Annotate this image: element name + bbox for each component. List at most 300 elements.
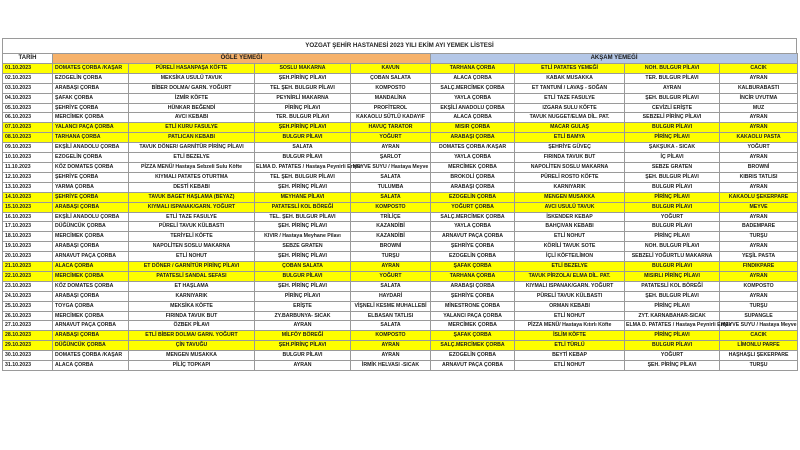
lunch-cell: FIRINDA TAVUK BUT [129,311,255,321]
lunch-cell: TEL. ŞEH. BULGUR PİLAVI [255,212,351,222]
date-cell: 22.10.2023 [3,271,53,281]
lunch-cell: ŞEH. PİRİNÇ PİLAVI [255,252,351,262]
dinner-cell: AYRAN [720,182,798,192]
dinner-cell: BULGUR PİLAVI [625,123,720,133]
lunch-cell: YOĞURT [351,271,431,281]
dinner-cell: AYRAN [720,291,798,301]
date-cell: 15.10.2023 [3,202,53,212]
lunch-cell: ETLİ TAZE FASULYE [129,212,255,222]
dinner-cell: BAHÇIVAN KEBABI [515,222,625,232]
lunch-cell: BULGUR PİLAVI [255,351,351,361]
dinner-cell: ZYT. KARNABAHAR-SICAK [625,311,720,321]
lunch-cell: ALACA ÇORBA [53,262,129,272]
lunch-cell: PİRİNÇ PİLAVI [255,291,351,301]
dinner-cell: ETLİ TAZE FASULYE [515,93,625,103]
dinner-cell: ŞEH. BULGUR PİLAVI [625,172,720,182]
lunch-cell: ŞEH. PİRİNÇ PİLAVI [255,222,351,232]
dinner-cell: MENGEN MUSAKKA [515,192,625,202]
lunch-cell: AYRAN [351,143,431,153]
lunch-cell: DÜĞÜNCÜK ÇORBA [53,341,129,351]
dinner-cell: BROKOLİ ÇORBA [431,172,515,182]
dinner-cell: IZGARA SULU KÖFTE [515,103,625,113]
lunch-cell: BULGUR PİLAVI [255,153,351,163]
lunch-cell: TAVUK DÖNER/ GARNİTÜR PİRİNÇ PİLAVI [129,143,255,153]
dinner-cell: YOĞURT [720,143,798,153]
date-cell: 05.10.2023 [3,103,53,113]
table-row [3,103,798,113]
lunch-cell: ARNAVUT PAÇA ÇORBA [53,252,129,262]
lunch-cell: NAPOLİTEN SOSLU MAKARNA [129,242,255,252]
dinner-cell: YAYLA ÇORBA [431,93,515,103]
lunch-cell: ET HAŞLAMA [129,281,255,291]
dinner-cell: BROWNİ [720,162,798,172]
dinner-cell: TURŞU [720,232,798,242]
dinner-cell: MİNESTRONE ÇORBA [431,301,515,311]
date-cell: 31.10.2023 [3,361,53,371]
dinner-cell: YOĞURT [625,351,720,361]
lunch-cell: AYRAN [255,321,351,331]
lunch-cell: ŞEH.PİRİNÇ PİLAVI [255,73,351,83]
dinner-cell: ŞEHRİYE ÇORBA [431,242,515,252]
lunch-cell: HÜNKAR BEĞENDİ [129,103,255,113]
lunch-cell: ÖZBEK PİLAVI [129,321,255,331]
lunch-cell: KOMPOSTO [351,202,431,212]
dinner-cell: İÇ PİLAVI [625,153,720,163]
dinner-cell: KALBURABASTI [720,83,798,93]
lunch-cell: KIYMALI PATATES OTURTMA [129,172,255,182]
dinner-cell: SEBZE GRATEN [625,162,720,172]
lunch-cell: KARNIYARIK [129,291,255,301]
lunch-cell: AYRAN [255,361,351,371]
lunch-cell: PROFİTEROL [351,103,431,113]
lunch-cell: MANDALİNA [351,93,431,103]
lunch-cell: HAVUÇ TARATOR [351,123,431,133]
lunch-cell: ARNAVUT PAÇA ÇORBA [53,321,129,331]
date-cell: 07.10.2023 [3,123,53,133]
lunch-cell: EKŞİLİ ANADOLU ÇORBA [53,212,129,222]
lunch-cell: DESTİ KEBABI [129,182,255,192]
lunch-cell: EZOGELİN ÇORBA [53,153,129,163]
lunch-cell: ZY.BARBUNYA- SICAK [255,311,351,321]
table-row [3,153,798,163]
lunch-cell: BROWNİ [351,242,431,252]
table-row [3,321,798,331]
menu-sheet [2,38,797,371]
lunch-cell: AYRAN [351,262,431,272]
lunch-cell: ETLİ NOHUT [129,252,255,262]
dinner-cell: BEYTİ KEBAP [515,351,625,361]
table-row [3,83,798,93]
lunch-cell: YARMA ÇORBA [53,182,129,192]
dinner-cell: PİZZA MENÜ/ Hastaya Kıtırlı Köfte [515,321,625,331]
date-cell: 09.10.2023 [3,143,53,153]
lunch-cell: MİLFÖY BÖREĞİ [255,331,351,341]
lunch-cell: BİBER DOLMA/ GARN. YOĞURT [129,83,255,93]
lunch-cell: MERCİMEK ÇORBA [53,113,129,123]
dinner-cell: ETLİ PATATES YEMEĞİ [515,63,625,73]
lunch-cell: KOMPOSTO [351,83,431,93]
dinner-cell: ELMA D. PATATES / Hastaya Peynirli Erişte [625,321,720,331]
lunch-cell: İRMİK HELVASI -SICAK [351,361,431,371]
table-row [3,192,798,202]
dinner-cell: FINDIKPARE [720,262,798,272]
lunch-cell: KOMPOSTO [351,331,431,341]
dinner-cell: AYRAN [720,73,798,83]
table-row [3,143,798,153]
date-cell: 01.10.2023 [3,63,53,73]
dinner-cell: SALÇ.MERCİMEK ÇORBA [431,83,515,93]
dinner-cell: ARABAŞI ÇORBA [431,281,515,291]
lunch-cell: MERCİMEK ÇORBA [53,232,129,242]
dinner-cell: ŞEH. PİRİNÇ PİLAVI [625,361,720,371]
dinner-cell: MISIR ÇORBA [431,123,515,133]
lunch-cell: PEYNİRLİ MAKARNA [255,93,351,103]
dinner-cell: TURŞU [720,361,798,371]
lunch-cell: PİRİNÇ PİLAVI [255,103,351,113]
lunch-cell: ARABAŞI ÇORBA [53,291,129,301]
lunch-cell: ELMA D. PATATES / Hastaya Peynirli Erişte [255,162,351,172]
dinner-cell: PÜRELİ ROSTO KÖFTE [515,172,625,182]
date-cell: 08.10.2023 [3,133,53,143]
dinner-cell: PATATESLİ KOL BÖREĞİ [625,281,720,291]
dinner-cell: MUZ [720,103,798,113]
dinner-cell: TARHANA ÇORBA [431,63,515,73]
lunch-cell: KIYMALI ISPANAK/GARN. YOĞURT [129,202,255,212]
dinner-cell: ARNAVUT PAÇA ÇORBA [431,232,515,242]
date-cell: 27.10.2023 [3,321,53,331]
dinner-cell: SEBZELİ YOĞURTLU MAKARNA [625,252,720,262]
table-row [3,172,798,182]
dinner-cell: MACAR GULAŞ [515,123,625,133]
dinner-cell: ET TANTUNİ / LAVAŞ - SOĞAN [515,83,625,93]
dinner-cell: AYRAN [720,153,798,163]
dinner-cell: HAŞHAŞLI ŞEKERPARE [720,351,798,361]
dinner-cell: DOMATES ÇORBA /KAŞAR [431,143,515,153]
date-cell: 12.10.2023 [3,172,53,182]
lunch-cell: MEKSİKA USULÜ TAVUK [129,73,255,83]
dinner-cell: ETLİ NOHUT [515,361,625,371]
lunch-cell: SALATA [351,281,431,291]
date-cell: 19.10.2023 [3,242,53,252]
lunch-cell: ETLİ BİBER DOLMA/ GARN. YOĞURT [129,331,255,341]
dinner-cell: YALANCI PAÇA ÇORBA [431,311,515,321]
dinner-cell: EZOGELİN ÇORBA [431,351,515,361]
dinner-cell: SALÇ.MERCİMEK ÇORBA [431,212,515,222]
lunch-cell: MERCİMEK ÇORBA [53,271,129,281]
lunch-cell: AYRAN [351,351,431,361]
lunch-cell: DOMATES ÇORBA /KAŞAR [53,351,129,361]
lunch-cell: ŞARLOT [351,153,431,163]
lunch-cell: DÜĞÜNCÜK ÇORBA [53,222,129,232]
lunch-cell: ARABAŞI ÇORBA [53,202,129,212]
lunch-cell: PATATESLİ KOL BÖREĞİ [255,202,351,212]
dinner-cell: EZOGELİN ÇORBA [431,252,515,262]
table-row [3,262,798,272]
dinner-cell: MISIRLI PİRİNÇ PİLAVI [625,271,720,281]
dinner-cell: BADEMPARE [720,222,798,232]
dinner-cell: EZOGELİN ÇORBA [431,192,515,202]
dinner-cell: PİRİNÇ PİLAVI [625,192,720,202]
lunch-cell: MEYVE SUYU / Hastaya Meyve [351,162,431,172]
dinner-cell: ALACA ÇORBA [431,113,515,123]
lunch-cell: ETLİ KURU FASULYE [129,123,255,133]
dinner-cell: BULGUR PİLAVI [625,202,720,212]
table-row [3,252,798,262]
date-cell: 17.10.2023 [3,222,53,232]
dinner-cell: PİRİNÇ PİLAVI [625,301,720,311]
dinner-cell: YEŞİL PASTA [720,252,798,262]
dinner-cell: PİRİNÇ PİLAVI [625,331,720,341]
dinner-cell: ETLİ BEZELYE [515,262,625,272]
lunch-cell: EZOGELİN ÇORBA [53,73,129,83]
dinner-cell: BULGUR PİLAVI [625,182,720,192]
lunch-cell: MEYHANE PİLAVI [255,192,351,202]
dinner-cell: AVCI USULÜ TAVUK [515,202,625,212]
lunch-cell: ŞEHRİYE ÇORBA [53,192,129,202]
lunch-cell: KÖZ DOMATES ÇORBA [53,162,129,172]
date-cell: 28.10.2023 [3,331,53,341]
lunch-cell: SALATA [255,143,351,153]
lunch-cell: KAVUN [351,63,431,73]
lunch-cell: SALATA [351,321,431,331]
dinner-cell: BULGUR PİLAVI [625,341,720,351]
lunch-cell: KAKAOLU SÜTLÜ KADAYIF [351,113,431,123]
lunch-cell: PATATESLİ SANDAL SEFASI [129,271,255,281]
table-row [3,113,798,123]
date-cell: 30.10.2023 [3,351,53,361]
lunch-cell: ARABAŞI ÇORBA [53,331,129,341]
dinner-cell: NOH. BULGUR PİLAVI [625,242,720,252]
lunch-cell: TURŞU [351,252,431,262]
table-row [3,281,798,291]
dinner-cell: TAVUK NUGGET/ELMA DİL. PAT. [515,113,625,123]
dinner-cell: NAPOLİTEN SOSLU MAKARNA [515,162,625,172]
dinner-cell: İSLİM KÖFTE [515,331,625,341]
dinner-cell: AYRAN [720,242,798,252]
lunch-cell: MEKSİKA KÖFTE [129,301,255,311]
lunch-cell: TOYGA ÇORBA [53,301,129,311]
lunch-cell: PİLİÇ TOPKAPI [129,361,255,371]
table-row [3,202,798,212]
dinner-cell: AYRAN [720,271,798,281]
dinner-cell: YAYLA ÇORBA [431,153,515,163]
lunch-cell: AYRAN [351,341,431,351]
lunch-cell: ALACA ÇORBA [53,361,129,371]
lunch-cell: KIVIR / Hastaya Meyhane Pilavı [255,232,351,242]
dinner-cell: YAYLA ÇORBA [431,222,515,232]
dinner-cell: ARABAŞI ÇORBA [431,133,515,143]
date-cell: 06.10.2023 [3,113,53,123]
lunch-cell: AVCI KEBABI [129,113,255,123]
dinner-cell: BULGUR PİLAVI [625,222,720,232]
dinner-cell: ORMAN KEBABI [515,301,625,311]
date-cell: 20.10.2023 [3,252,53,262]
dinner-cell: KÖRİLİ TAVUK SOTE [515,242,625,252]
dinner-cell: SEBZELİ PİRİNÇ PİLAVI [625,113,720,123]
date-cell: 25.10.2023 [3,301,53,311]
date-cell: 23.10.2023 [3,281,53,291]
lunch-cell: ŞEH. PİRİNÇ PİLAVI [255,182,351,192]
dinner-cell: FIRINDA TAVUK BUT [515,153,625,163]
dinner-cell: MERCİMEK ÇORBA [431,162,515,172]
lunch-cell: ŞEH.PİRİNÇ PİLAVI [255,123,351,133]
lunch-cell: TAVUK BAGET HAŞLAMA (BEYAZ) [129,192,255,202]
date-cell: 16.10.2023 [3,212,53,222]
dinner-cell: KABAK MUSAKKA [515,73,625,83]
table-row [3,182,798,192]
lunch-cell: DOMATES ÇORBA /KAŞAR [53,63,129,73]
lunch-cell: MENGEN MUSAKKA [129,351,255,361]
page-title: YOZGAT ŞEHİR HASTANESİ 2023 YILI EKİM AYI YEMEK LİSTESİ [2,38,797,53]
menu-table [2,53,798,371]
table-row [3,133,798,143]
lunch-cell: TERİYELİ KÖFTE [129,232,255,242]
table-row [3,63,798,73]
lunch-cell: SALATA [351,192,431,202]
dinner-cell: ETLİ NOHUT [515,232,625,242]
dinner-cell: KOMPOSTO [720,281,798,291]
table-row [3,123,798,133]
dinner-cell: ŞEH. BULGUR PİLAVI [625,291,720,301]
lunch-cell: ARABAŞI ÇORBA [53,83,129,93]
table-row [3,93,798,103]
header-dinner: AKŞAM YEMEĞİ [431,54,798,64]
lunch-cell: MERCİMEK ÇORBA [53,311,129,321]
date-cell: 11.10.2023 [3,162,53,172]
date-cell: 03.10.2023 [3,83,53,93]
dinner-cell: PİRİNÇ PİLAVI [625,133,720,143]
lunch-cell: TEL ŞEH. BULGUR PİLAVI [255,172,351,182]
date-cell: 29.10.2023 [3,341,53,351]
lunch-cell: SOSLU MAKARNA [255,63,351,73]
date-cell: 14.10.2023 [3,192,53,202]
lunch-cell: İZMİR KÖFTE [129,93,255,103]
lunch-cell: ELBASAN TATLISI [351,311,431,321]
lunch-cell: ŞAFAK ÇORBA [53,93,129,103]
header-date: TARİH [3,54,53,64]
lunch-cell: PÜRELİ TAVUK KÜLBASTI [129,222,255,232]
dinner-cell: ETLİ BAMYA [515,133,625,143]
date-cell: 24.10.2023 [3,291,53,301]
dinner-cell: ALACA ÇORBA [431,73,515,83]
dinner-cell: KAKAOLU PASTA [720,133,798,143]
dinner-cell: CEVİZLİ ERİŞTE [625,103,720,113]
table-row [3,212,798,222]
date-cell: 10.10.2023 [3,153,53,163]
lunch-cell: VİŞNELİ KESME MUHALLEBİ [351,301,431,311]
dinner-cell: AYRAN [720,113,798,123]
lunch-cell: KAZANDİBİ [351,222,431,232]
dinner-cell: CACIK [720,331,798,341]
table-row [3,341,798,351]
table-row [3,291,798,301]
lunch-cell: ŞEHRİYE ÇORBA [53,103,129,113]
dinner-cell: LİMONLU PARFE [720,341,798,351]
date-cell: 04.10.2023 [3,93,53,103]
lunch-cell: ET DÖNER / GARNİTÜR PİRİNÇ PİLAVI [129,262,255,272]
table-row [3,162,798,172]
table-row [3,222,798,232]
dinner-cell: SUPANGLE [720,311,798,321]
lunch-cell: ARABAŞI ÇORBA [53,242,129,252]
lunch-cell: ŞEH. PİRİNÇ PİLAVI [255,281,351,291]
dinner-cell: ŞAFAK ÇORBA [431,331,515,341]
dinner-cell: AYRAN [720,123,798,133]
dinner-cell: PÜRELİ TAVUK KÜLBASTI [515,291,625,301]
lunch-cell: EKŞİLİ ANADOLU ÇORBA [53,143,129,153]
lunch-cell: TEL ŞEH. BULGUR PİLAVI [255,83,351,93]
table-row [3,242,798,252]
dinner-cell: İNCİR UYUTMA [720,93,798,103]
dinner-cell: AYRAN [625,83,720,93]
date-cell: 13.10.2023 [3,182,53,192]
table-row [3,73,798,83]
dinner-cell: MERCİMEK ÇORBA [431,321,515,331]
lunch-cell: ÇİN TAVUĞU [129,341,255,351]
lunch-cell: ERİŞTE [255,301,351,311]
lunch-cell: BULGUR PİLAVI [255,271,351,281]
lunch-cell: ŞEH.PİRİNÇ PİLAVI [255,341,351,351]
lunch-cell: TRİLİÇE [351,212,431,222]
dinner-cell: TARHANA ÇORBA [431,271,515,281]
dinner-cell: TAVUK PİRZOLA/ ELMA DİL. PAT. [515,271,625,281]
dinner-cell: TER. BULGUR PİLAVI [625,73,720,83]
dinner-cell: ŞEHRİYE GÜVEÇ [515,143,625,153]
date-cell: 02.10.2023 [3,73,53,83]
dinner-cell: İSKENDER KEBAP [515,212,625,222]
lunch-cell: YOĞURT [351,133,431,143]
date-cell: 26.10.2023 [3,311,53,321]
table-row [3,311,798,321]
table-row [3,351,798,361]
table-row [3,301,798,311]
lunch-cell: TER. BULGUR PİLAVI [255,113,351,123]
lunch-cell: ŞEHRİYE ÇORBA [53,172,129,182]
dinner-cell: YOĞURT [625,212,720,222]
dinner-cell: AYRAN [720,212,798,222]
dinner-cell: ŞEH. BULGUR PİLAVI [625,93,720,103]
lunch-cell: TARHANA ÇORBA [53,133,129,143]
dinner-cell: KAKAOLU ŞEKERPARE [720,192,798,202]
dinner-cell: BULGUR PİLAVI [625,262,720,272]
table-row [3,331,798,341]
dinner-cell: KIYMALI ISPANAK/GARN. YOĞURT [515,281,625,291]
dinner-cell: CACIK [720,63,798,73]
dinner-cell: MEYVE [720,202,798,212]
lunch-cell: PATLICAN KEBABI [129,133,255,143]
date-cell: 21.10.2023 [3,262,53,272]
lunch-cell: SALATA [351,172,431,182]
lunch-cell: SEBZE GRATEN [255,242,351,252]
dinner-cell: ARNAVUT PAÇA ÇORBA [431,361,515,371]
dinner-cell: ETLİ TÜRLÜ [515,341,625,351]
lunch-cell: KAZANDİBİ [351,232,431,242]
dinner-cell: NOH. BULGUR PİLAVI [625,63,720,73]
dinner-cell: KIBRIS TATLISI [720,172,798,182]
lunch-cell: HAYDARİ [351,291,431,301]
dinner-cell: SALÇ.MERCİMEK ÇORBA [431,341,515,351]
dinner-cell: PİRİNÇ PİLAVI [625,232,720,242]
dinner-cell: YOĞURT ÇORBA [431,202,515,212]
lunch-cell: ETLİ BEZELYE [129,153,255,163]
table-row [3,361,798,371]
table-row [3,232,798,242]
table-row [3,271,798,281]
dinner-cell: ŞEHRİYE ÇORBA [431,291,515,301]
date-cell: 18.10.2023 [3,232,53,242]
lunch-cell: YALANCI PAÇA ÇORBA [53,123,129,133]
lunch-cell: BULGUR PİLAVI [255,133,351,143]
